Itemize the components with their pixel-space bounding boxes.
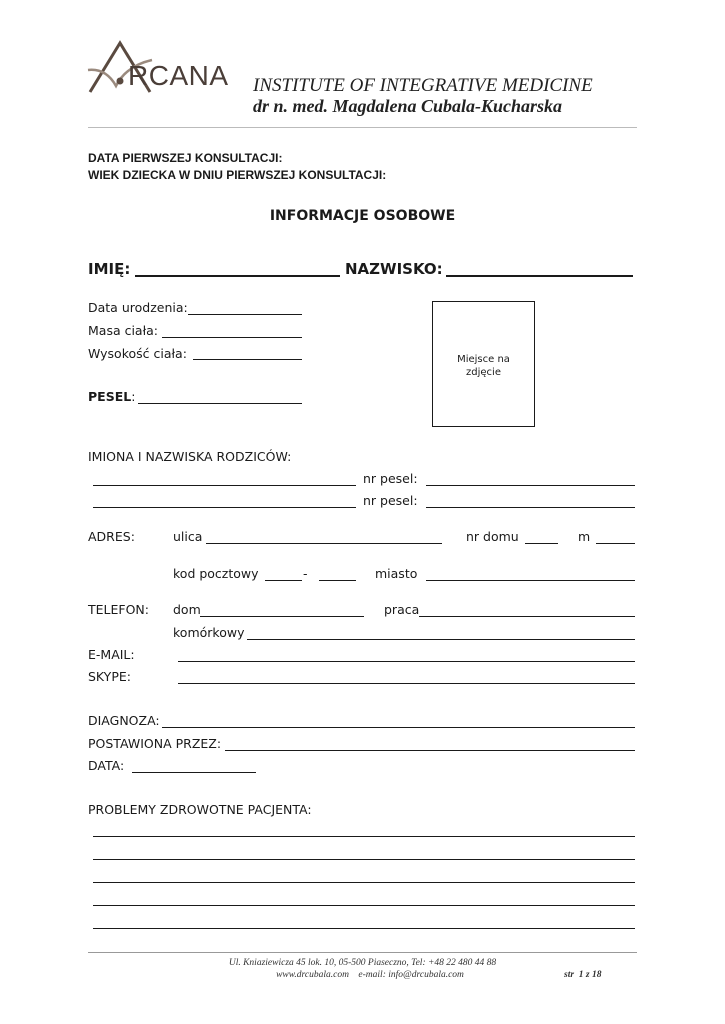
health-problems-title: PROBLEMY ZDROWOTNE PACJENTA: — [88, 802, 312, 817]
mobile-phone-label: komórkowy — [173, 625, 245, 640]
parents-title: IMIONA I NAZWISKA RODZICÓW: — [88, 449, 292, 464]
work-phone-field[interactable] — [419, 616, 635, 617]
home-phone-field[interactable] — [200, 616, 364, 617]
postal-code-part1-field[interactable] — [265, 580, 302, 581]
mobile-phone-field[interactable] — [247, 639, 635, 640]
address-label: ADRES: — [88, 529, 135, 544]
birth-date-label: Data urodzenia: — [88, 300, 188, 315]
health-problems-line[interactable] — [93, 928, 635, 929]
doctor-name: dr n. med. Magdalena Cubala-Kucharska — [253, 96, 563, 116]
page-number: str 1 z 18 — [564, 970, 602, 980]
house-number-label: nr domu — [466, 529, 519, 544]
home-phone-label: dom — [173, 602, 201, 617]
birth-date-field[interactable] — [188, 314, 302, 315]
skype-label: SKYPE: — [88, 669, 131, 684]
last-name-field[interactable] — [446, 275, 633, 277]
parent1-pesel-field[interactable] — [426, 485, 635, 486]
pesel-field[interactable] — [138, 403, 302, 404]
email-label: E-MAIL: — [88, 647, 135, 662]
logo-text: RCANA — [128, 60, 229, 91]
street-label: ulica — [173, 529, 203, 544]
house-number-field[interactable] — [525, 543, 558, 544]
city-label: miasto — [375, 566, 418, 581]
street-field[interactable] — [206, 543, 442, 544]
parent2-name-field[interactable] — [93, 507, 356, 508]
diagnosed-by-field[interactable] — [225, 750, 635, 751]
work-phone-label: praca — [384, 602, 420, 617]
diagnosed-by-label: POSTAWIONA PRZEZ: — [88, 736, 222, 751]
pesel-label-text: PESEL — [88, 389, 132, 404]
footer-divider — [88, 952, 637, 953]
diagnosis-field[interactable] — [162, 727, 635, 728]
weight-field[interactable] — [162, 337, 302, 338]
email-field[interactable] — [178, 661, 635, 662]
apartment-field[interactable] — [596, 543, 635, 544]
health-problems-line[interactable] — [93, 905, 635, 906]
health-problems-line[interactable] — [93, 882, 635, 883]
height-label: Wysokość ciała: — [88, 346, 187, 361]
child-age-label: WIEK DZIECKA W DNIU PIERWSZEJ KONSULTACJI: — [88, 168, 387, 182]
footer-contact: www.drcubala.com e-mail: info@drcubala.com — [276, 970, 464, 980]
postal-code-label: kod pocztowy — [173, 566, 259, 581]
health-problems-line[interactable] — [93, 859, 635, 860]
photo-placeholder-line1: Miejsce na — [457, 354, 510, 365]
first-consult-date-label: DATA PIERWSZEJ KONSULTACJI: — [88, 151, 283, 165]
postal-code-dash: - — [303, 566, 308, 581]
parent2-pesel-label: nr pesel: — [363, 493, 418, 508]
diagnosis-date-label: DATA: — [88, 758, 125, 773]
section-title: INFORMACJE OSOBOWE — [269, 208, 456, 224]
first-name-field[interactable] — [135, 275, 340, 277]
parent1-pesel-label: nr pesel: — [363, 471, 418, 486]
parent1-name-field[interactable] — [93, 485, 356, 486]
pesel-colon: : — [131, 389, 136, 404]
postal-code-part2-field[interactable] — [319, 580, 356, 581]
first-name-label: IMIĘ: — [88, 260, 131, 278]
last-name-label: NAZWISKO: — [345, 260, 443, 278]
footer-address: Ul. Kniaziewicza 45 lok. 10, 05-500 Piaseczno, Tel: +48 22 480 44 88 — [228, 958, 497, 968]
skype-field[interactable] — [178, 683, 635, 684]
weight-label: Masa ciała: — [88, 323, 159, 338]
photo-box[interactable] — [432, 301, 535, 427]
diagnosis-date-field[interactable] — [132, 772, 256, 773]
pesel-label — [88, 389, 135, 404]
institute-name: INSTITUTE OF INTEGRATIVE MEDICINE — [253, 75, 593, 96]
height-field[interactable] — [193, 359, 302, 360]
phone-label: TELEFON: — [88, 602, 149, 617]
apartment-label: m — [578, 529, 591, 544]
parent2-pesel-field[interactable] — [426, 507, 635, 508]
city-field[interactable] — [426, 580, 635, 581]
diagnosis-label: DIAGNOZA: — [88, 713, 160, 728]
photo-placeholder-line2: zdjęcie — [466, 367, 501, 378]
header-divider — [88, 127, 637, 128]
health-problems-line[interactable] — [93, 836, 635, 837]
